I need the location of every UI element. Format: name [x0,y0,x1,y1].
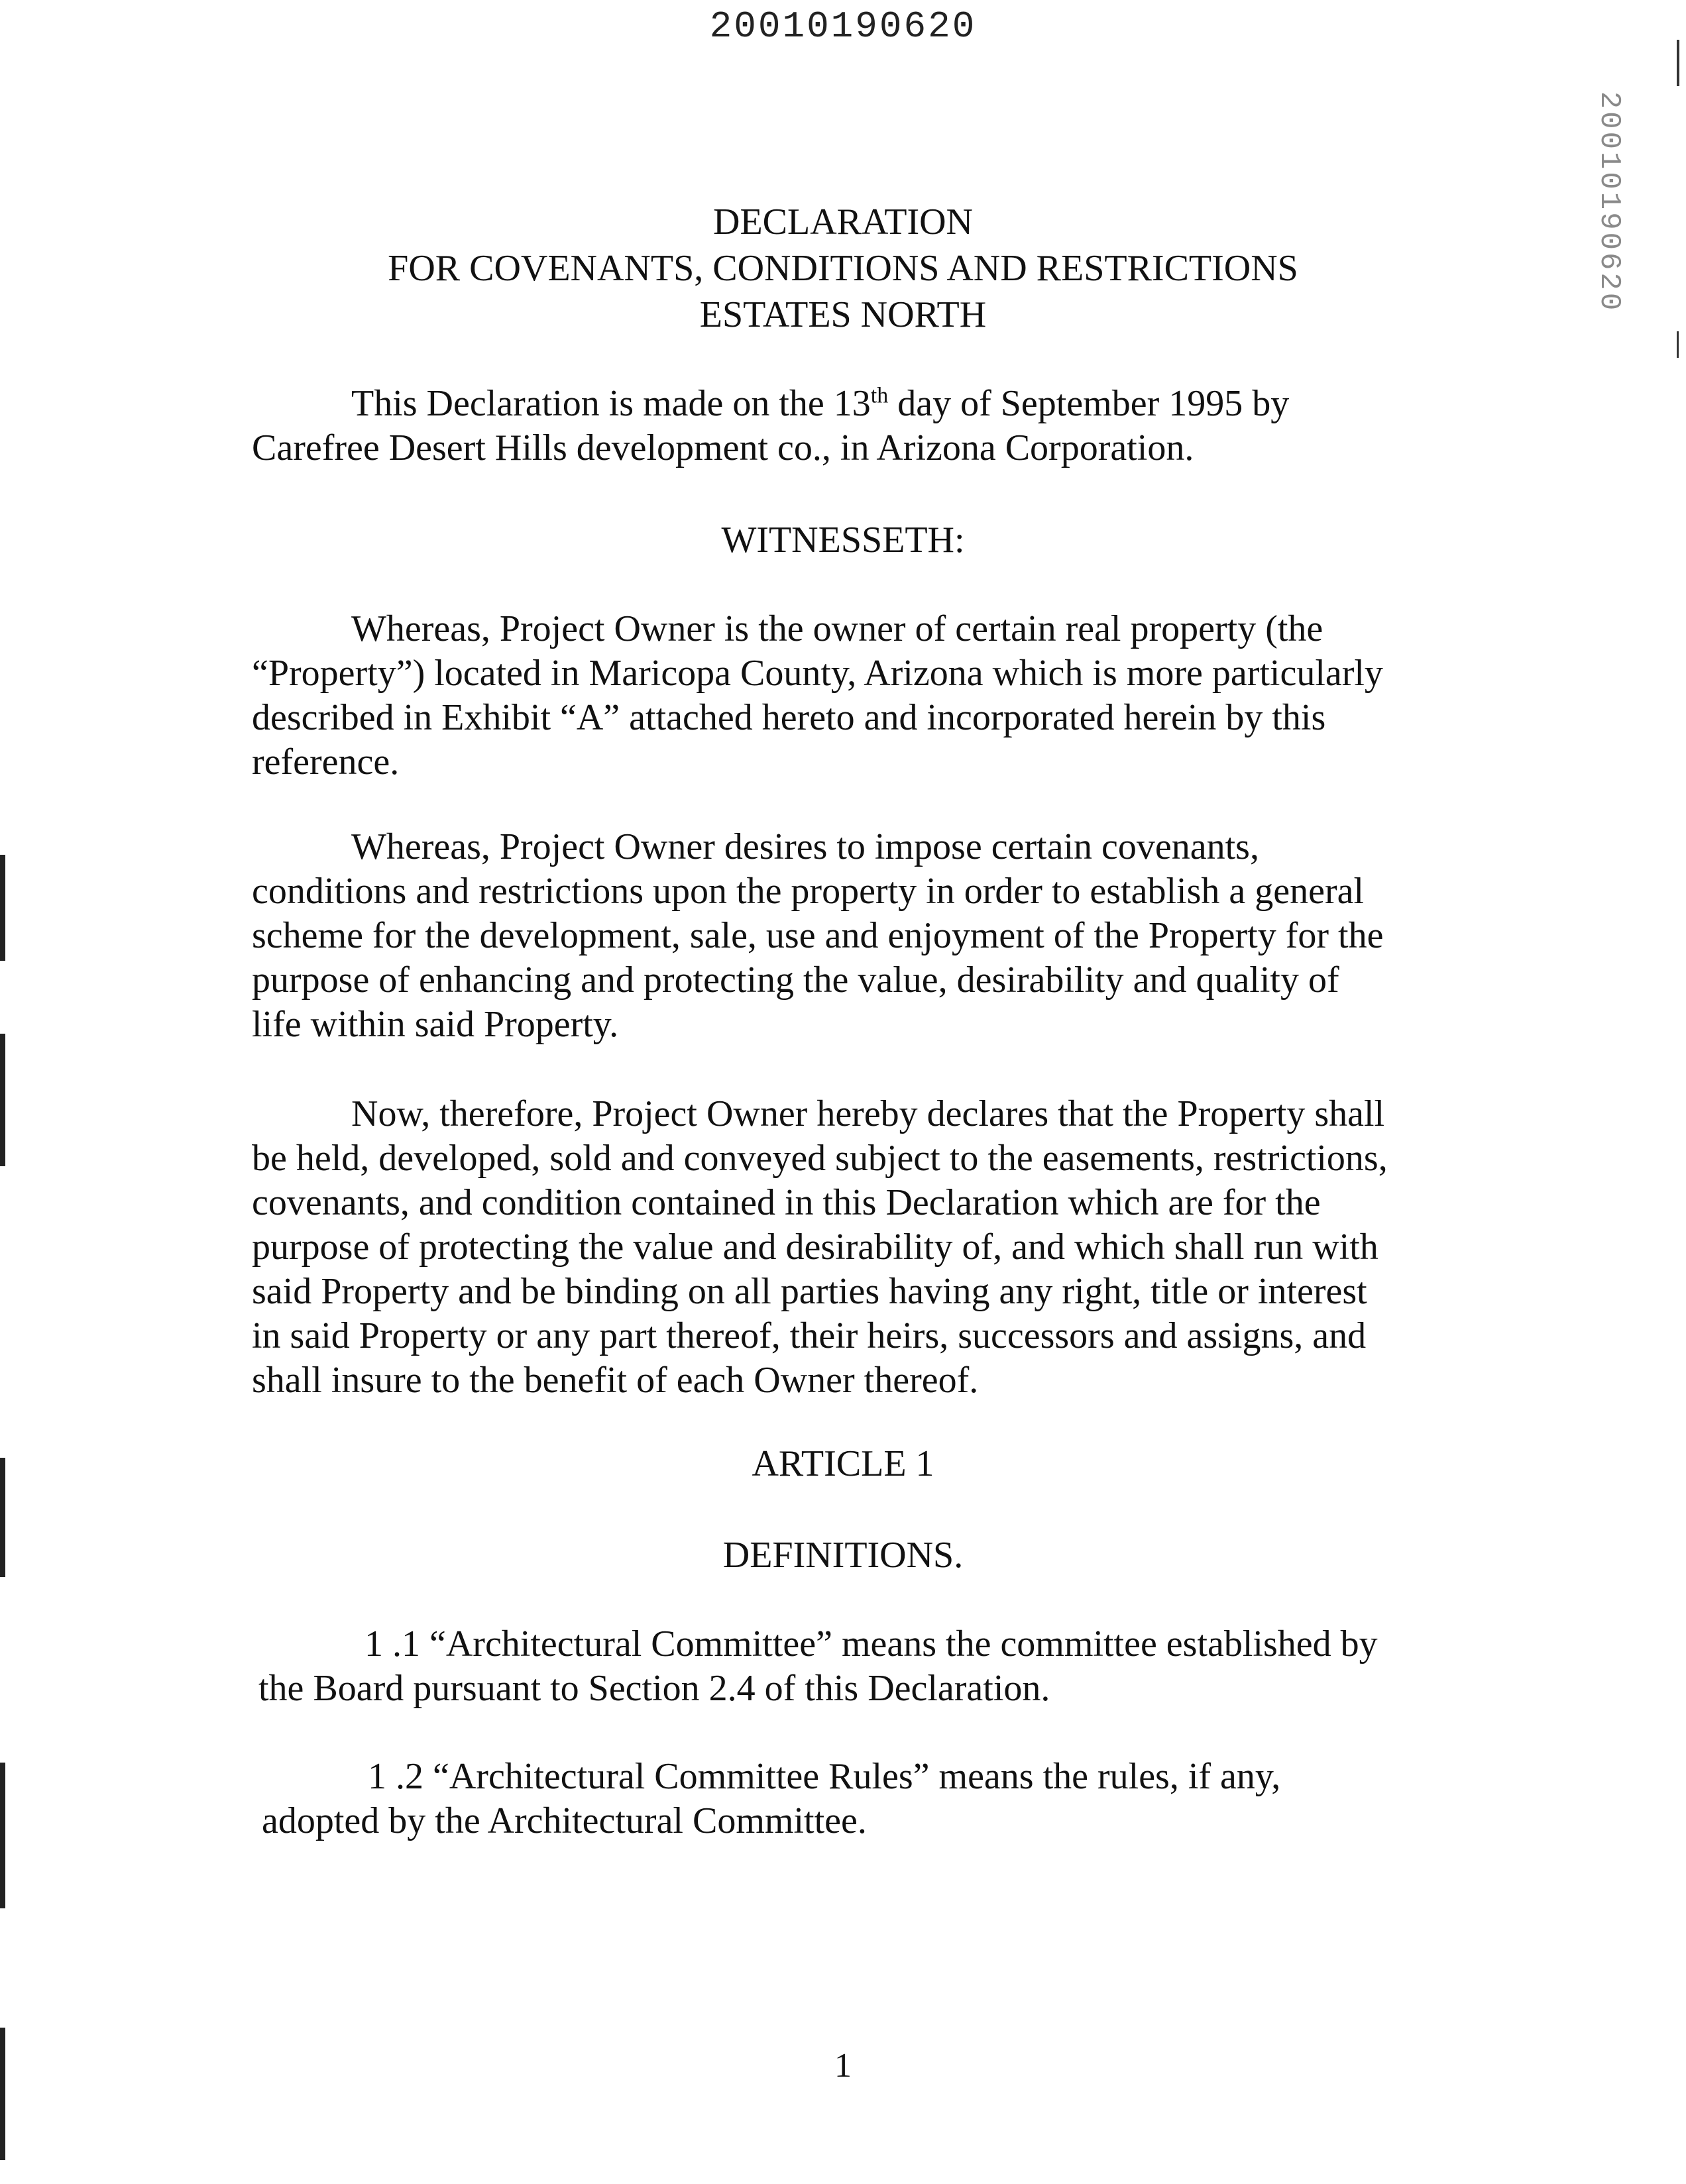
recording-number: 20010190620 [709,5,977,48]
page-number: 1 [834,2047,852,2085]
intro-line-2: Carefree Desert Hills development co., in Arizona Corporation. [252,427,1194,468]
title-line-1: DECLARATION [713,201,973,243]
document-title [0,199,1686,338]
witnesseth-heading: WITNESSETH: [721,519,965,561]
side-recording-stamp-text: 20010190620 [1593,91,1626,313]
recital-paragraph-2: Whereas, Project Owner desires to impose certain covenants, conditions and restrictions upon the property in order to establish a general scheme for the development, sale, use and enjoyment of the Property for the purpose of enhancing and protecting the value, desirability and quality of life within said Property. [252,826,1384,1045]
article-title: DEFINITIONS. [722,1535,964,1576]
recital-paragraph-1: Whereas, Project Owner is the owner of certain real property (the “Property”) located in Maricopa County, Arizona which is more particularly described in Exhibit “A” attached hereto and incorporated herein by this reference. [252,608,1383,783]
definition-1-1: 1 .1 “Architectural Committee” means the committee established by the Board pursuant to Section 2.4 of this Declaration. [258,1623,1378,1709]
scan-edge-mark-left-2 [0,1034,5,1166]
recital-paragraph-3: Now, therefore, Project Owner hereby declares that the Property shall be held, developed, sold and conveyed subject to the easements, restrictions, covenants, and condition contained in this Declaration which are for the purpose of protecting the value and desirability of, and which shall run with said Property and be binding on all parties having any right, title or interest in said Property or any part thereof, their heirs, successors and assigns, and shall insure to the benefit of each Owner thereof. [252,1093,1388,1401]
scan-edge-mark-left-1 [0,855,5,961]
title-line-2: FOR COVENANTS, CONDITIONS AND RESTRICTIONS [388,248,1298,289]
scan-edge-mark-left-4 [0,1763,5,1908]
title-line-3: ESTATES NORTH [699,294,987,335]
intro-paragraph [252,382,1438,470]
definition-1-2: 1 .2 “Architectural Committee Rules” means the rules, if any, adopted by the Architectural Committee. [262,1756,1281,1841]
article-number: ARTICLE 1 [752,1443,934,1484]
intro-line-1: This Declaration is made on the 13th day of September 1995 by [351,383,1290,424]
